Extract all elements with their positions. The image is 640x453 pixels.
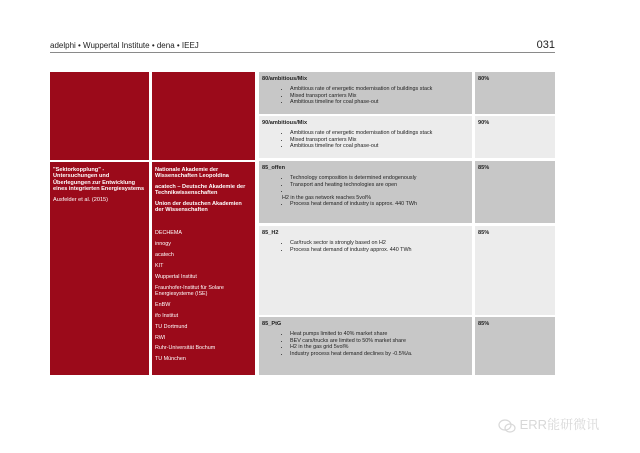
bullet: • Ambitious timeline for coal phase-out (290, 143, 469, 150)
scenario-row-4 (259, 226, 472, 315)
share-value: 90% (478, 120, 490, 126)
bullet: • Ambitious rate of energetic modernisation of buildings stack (290, 86, 469, 93)
study-citation: Ausfelder et al. (2015) (53, 196, 109, 203)
wechat-icon (498, 419, 516, 433)
authors-cell (152, 160, 255, 226)
org-item: TU München (155, 356, 186, 363)
org-item: TU Dortmund (155, 323, 188, 330)
org-item: RWI (155, 334, 166, 341)
bullet: • Transport and heating technologies are open (290, 182, 469, 189)
share-value: 80% (478, 76, 490, 82)
scenario-pct-2 (475, 116, 555, 158)
share-value: 85% (478, 230, 490, 236)
org-item: KIT (155, 262, 164, 269)
share-value: 85% (478, 321, 490, 327)
bullet: • BEV cars/trucks are limited to 50% market share (290, 338, 469, 345)
scenario-name: 80/ambitious/Mix (262, 76, 308, 82)
scenario-bullets (262, 331, 469, 357)
scenario-bullets (262, 86, 469, 106)
scenario-name: 85_offen (262, 165, 286, 171)
scenario-pct-3 (475, 161, 555, 223)
header-divider (50, 52, 555, 53)
scenario-row-2 (259, 116, 472, 158)
scenario-row-3 (259, 161, 472, 223)
org-item: DECHEMA (155, 230, 182, 236)
watermark (498, 414, 599, 433)
bullet: • Mixed transport carriers Mix (290, 93, 469, 100)
author-bold-3: Union der deutschen Akademien der Wissenschaften (155, 200, 242, 214)
org-item: Wuppertal Institut (155, 273, 197, 280)
bullet: • Technology composition is determined endogenously (290, 175, 469, 182)
scenario-row-5 (259, 317, 472, 375)
scenario-bullets (262, 175, 469, 208)
bullet (290, 188, 469, 195)
bullet: • Car/truck sector is strongly based on H2 (290, 240, 469, 247)
bullet: • H2 in the gas grid 5vol% (290, 344, 469, 351)
share-value: 85% (478, 165, 490, 171)
bullet: • Ambitious rate of energetic modernisation of buildings stack (290, 130, 469, 137)
org-item: ifo Institut (155, 312, 179, 319)
page-number: 031 (536, 39, 555, 51)
author-bold-1: Nationale Akademie der Wissenschaften Leopoldina (155, 167, 229, 180)
org-item: Fraunhofer-Institut für Solare Energiesysteme (ISE) (155, 284, 224, 297)
author-bold-2: acatech – Deutsche Akademie der Technikwissenschaften (155, 183, 246, 197)
bullet: • Ambitious timeline for coal phase-out (290, 99, 469, 106)
bullet: • Process heat demand of industry approx. 440 TWh (290, 247, 469, 254)
scenario-name: 90/ambitious/Mix (262, 120, 308, 126)
org-item: EnBW (155, 301, 171, 308)
scenario-name: 85_PtG (262, 321, 282, 327)
scenario-bullets (262, 240, 469, 253)
study-cell (50, 160, 149, 375)
scenario-pct-4 (475, 226, 555, 315)
authors-cell-top (152, 72, 255, 160)
bullet: • Mixed transport carriers Mix (290, 137, 469, 144)
header-authors: adelphi • Wuppertal Institute • dena • IEEJ (50, 41, 199, 50)
bullet: • Heat pumps limited to 40% market share (290, 331, 469, 338)
page-header (50, 38, 555, 52)
org-item: acatech (155, 251, 174, 258)
scenario-pct-1 (475, 72, 555, 114)
bullet: • Industry process heat demand declines by -0.5%/a. (290, 351, 469, 358)
org-list (152, 226, 255, 375)
scenario-bullets (262, 130, 469, 150)
study-cell-top (50, 72, 149, 160)
bullet: H2 in the gas network reaches 5vol% (282, 194, 371, 201)
org-item: innogy (155, 240, 171, 247)
scenario-name: 85_H2 (262, 230, 279, 236)
scenario-row-1 (259, 72, 472, 114)
watermark-text: ERR能研微讯 (519, 417, 600, 432)
org-item: Ruhr-Universität Bochum (155, 345, 216, 352)
bullet: • Process heat demand of industry is approx. 440 TWh (290, 201, 469, 208)
scenario-pct-5 (475, 317, 555, 375)
study-title: "Sektorkopplung" - Untersuchungen und Überlegungen zur Entwicklung eines integrierten Energiesystems (53, 167, 145, 193)
